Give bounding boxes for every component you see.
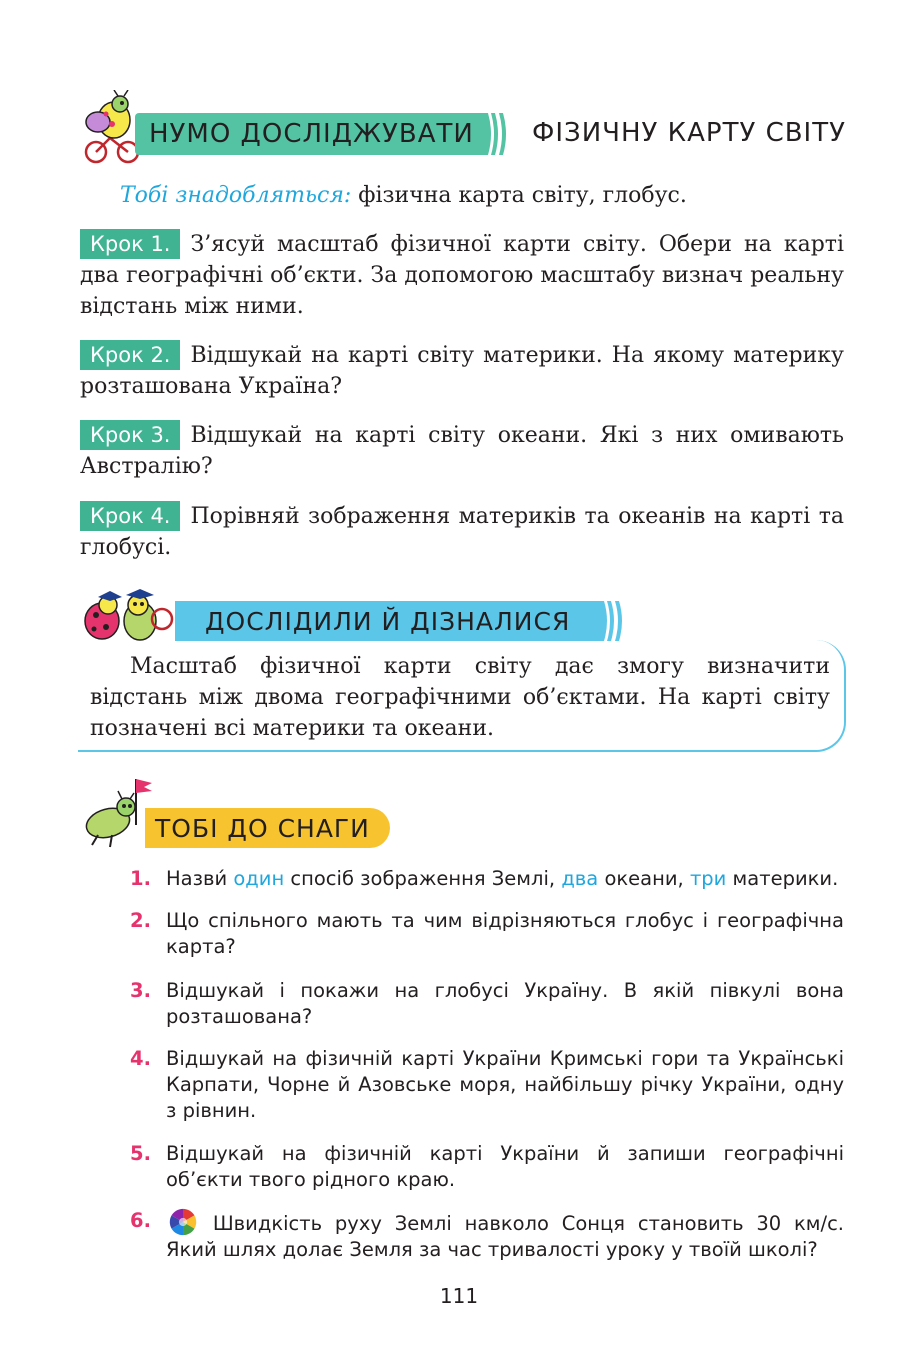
question-number: 3.: [130, 979, 151, 1002]
text-part: Назви́: [166, 867, 234, 890]
question-number: 6.: [130, 1209, 151, 1232]
step-3: [80, 420, 844, 482]
text-part: спосіб зображення Землі,: [284, 867, 562, 890]
question-text: Що спільного мають та чим відрізняються глобус і географічна карта?: [166, 909, 844, 958]
section-banner-explore: [135, 113, 480, 155]
section-label: НУМО ДОСЛІДЖУВАТИ: [149, 119, 474, 149]
section-label: ДОСЛІДИЛИ Й ДІЗНАЛИСЯ: [205, 606, 571, 636]
question-text-body: Швидкість руху Землі навколо Сонця становить 30 км/с. Який шлях долає Земля за час тривалості уроку у твоїй школі?: [166, 1212, 845, 1261]
step-text: Порівняй зображення материків та океанів на карті та глобусі.: [80, 504, 844, 560]
text-part: материки.: [726, 867, 839, 890]
intro-line: [120, 180, 840, 211]
question-text: Відшукай на фізичній карті України Кримські гори та Українські Карпати, Чорне й Азовське моря, найбільшу річку України, одну з рівнин.: [166, 1047, 844, 1122]
section-banner-learned: [175, 601, 595, 641]
step-text: Відшукай на карті світу материки. На якому материку розташована Україна?: [80, 343, 844, 399]
highlight-word: один: [233, 867, 285, 890]
questions-list: [130, 866, 844, 1266]
banner-stripes: [592, 601, 624, 641]
learned-text: Масштаб фізичної карти світу дає змогу визначити відстань між двома географічними об’єктами. На карті світу позначені всі материки та океани.: [90, 654, 830, 741]
section-label: ТОБІ ДО СНАГИ: [155, 813, 370, 843]
question-text: Відшукай на фізичній карті України й запиши географічні об’єкти твого рідного краю.: [166, 1142, 844, 1191]
step-badge: Крок 3.: [80, 420, 180, 450]
color-wheel-icon: [166, 1208, 200, 1236]
question-number: 4.: [130, 1047, 151, 1070]
text-part: океани,: [598, 867, 690, 890]
step-badge: Крок 1.: [80, 229, 180, 259]
step-text: З’ясуй масштаб фізичної карти світу. Обери на карті два географічні об’єкти. За допомогою масштабу визнач реальну відстань між ними.: [80, 232, 844, 319]
step-badge: Крок 4.: [80, 501, 180, 531]
section-subtitle: ФІЗИЧНУ КАРТУ СВІТУ: [532, 118, 846, 148]
question-text: [166, 866, 844, 892]
intro-label: Тобі знадобляться:: [120, 183, 352, 208]
page-number: 111: [439, 1284, 479, 1308]
banner-stripes: [476, 113, 508, 155]
two-bugs-graduates-icon: [78, 585, 178, 645]
question-text: [166, 1208, 844, 1263]
step-text: Відшукай на карті світу океани. Які з них омивають Австралію?: [80, 423, 844, 479]
question-number: 2.: [130, 909, 151, 932]
step-badge: Крок 2.: [80, 340, 180, 370]
intro-text: фізична карта світу, глобус.: [351, 183, 687, 208]
highlight-word: два: [561, 867, 599, 890]
step-2: [80, 340, 844, 402]
question-number: 1.: [130, 867, 151, 890]
question-text: Відшукай і покажи на глобусі Україну. В якій півкулі вона розташована?: [166, 979, 844, 1028]
section-banner-challenge: [145, 808, 390, 848]
step-4: [80, 501, 844, 563]
highlight-word: три: [689, 867, 727, 890]
question-number: 5.: [130, 1142, 151, 1165]
step-1: [80, 229, 844, 322]
